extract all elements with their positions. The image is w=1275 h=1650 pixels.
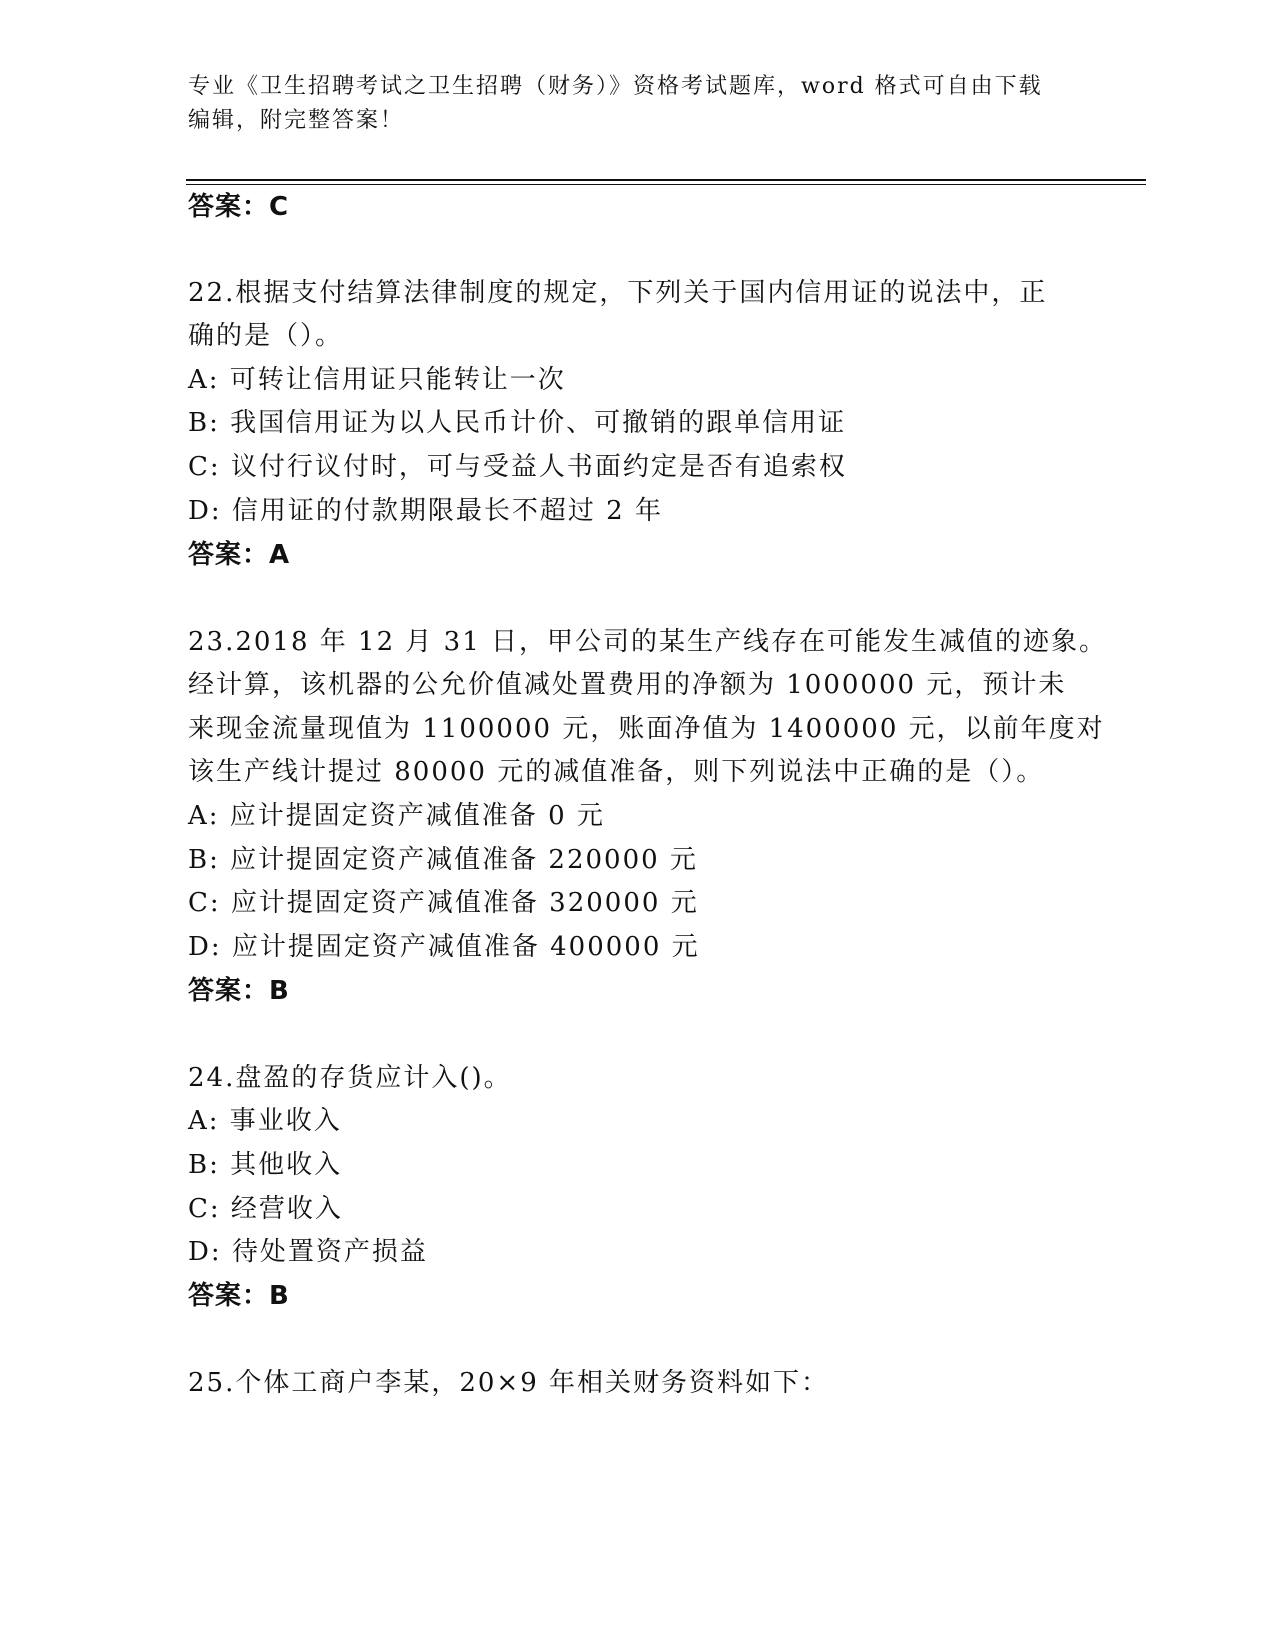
- question-22-option-a: A: 可转让信用证只能转让一次: [188, 365, 566, 395]
- question-24-stem: 24.盘盈的存货应计入()。: [188, 1063, 512, 1093]
- question-24-option-a: A: 事业收入: [188, 1106, 342, 1136]
- document-header: [188, 70, 1088, 138]
- header-line-2: 编辑，附完整答案！: [188, 108, 405, 133]
- question-22-stem-line-2: 确的是（）。: [188, 321, 344, 351]
- question-22-option-c: C: 议付行议付时，可与受益人书面约定是否有追索权: [188, 452, 847, 482]
- header-rule-thin: [186, 184, 1146, 185]
- header-line-1: 专业《卫生招聘考试之卫生招聘（财务）》资格考试题库，word 格式可自由下载: [188, 74, 1043, 99]
- question-22-option-b: B: 我国信用证为以人民币计价、可撤销的跟单信用证: [188, 408, 847, 438]
- question-23-stem-line-2: 经计算，该机器的公允价值减处置费用的净额为 1000000 元，预计未: [188, 670, 1067, 700]
- question-23-option-c: C: 应计提固定资产减值准备 320000 元: [188, 888, 699, 918]
- question-22-answer: 答案：A: [188, 540, 291, 570]
- question-22-stem-line-1: 22.根据支付结算法律制度的规定，下列关于国内信用证的说法中，正: [188, 278, 1048, 308]
- question-25-stem: 25.个体工商户李某，20×9 年相关财务资料如下：: [188, 1368, 830, 1398]
- question-22-option-d: D: 信用证的付款期限最长不超过 2 年: [188, 496, 663, 526]
- question-23-option-b: B: 应计提固定资产减值准备 220000 元: [188, 845, 698, 875]
- question-24-option-b: B: 其他收入: [188, 1150, 343, 1180]
- question-24-option-c: C: 经营收入: [188, 1194, 343, 1224]
- previous-answer: 答案：C: [188, 192, 290, 222]
- header-rule-thick: [186, 179, 1146, 181]
- question-23-stem-line-3: 来现金流量现值为 1100000 元，账面净值为 1400000 元，以前年度对: [188, 714, 1105, 744]
- question-23-answer: 答案：B: [188, 976, 290, 1006]
- question-23-option-d: D: 应计提固定资产减值准备 400000 元: [188, 932, 700, 962]
- question-24-answer: 答案：B: [188, 1281, 290, 1311]
- question-23-stem-line-4: 该生产线计提过 80000 元的减值准备，则下列说法中正确的是（）。: [188, 757, 1045, 787]
- question-24-option-d: D: 待处置资产损益: [188, 1237, 428, 1267]
- question-23-option-a: A: 应计提固定资产减值准备 0 元: [188, 801, 605, 831]
- question-23-stem-line-1: 23.2018 年 12 月 31 日，甲公司的某生产线存在可能发生减值的迹象。: [188, 627, 1108, 657]
